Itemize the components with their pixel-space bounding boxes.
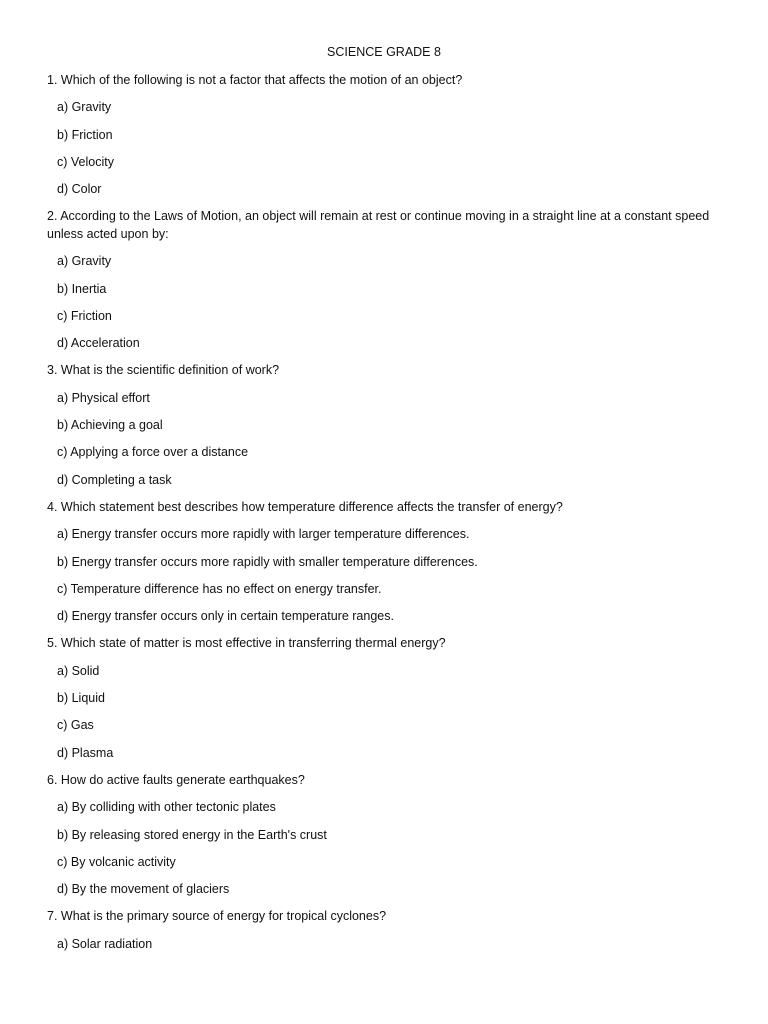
question-7 — [47, 908, 717, 953]
question-list — [47, 72, 717, 963]
answer-option: a) Solar radiation — [57, 936, 153, 951]
question-text: 2. According to the Laws of Motion, an object will remain at rest or continue moving in a straight line at a constant speed unless acted upon by: — [47, 209, 710, 241]
question-text: 1. Which of the following is not a factor that affects the motion of an object? — [47, 73, 463, 87]
question-2 — [47, 208, 717, 352]
answer-option: b) Achieving a goal — [57, 418, 163, 433]
answer-option: b) By releasing stored energy in the Earth's crust — [57, 827, 327, 842]
question-4 — [47, 499, 717, 626]
answer-option: d) Completing a task — [57, 472, 172, 487]
answer-option: a) Energy transfer occurs more rapidly with larger temperature differences. — [57, 527, 470, 542]
answer-option: a) Solid — [57, 663, 100, 678]
answer-option: a) Gravity — [57, 254, 112, 269]
question-5 — [47, 635, 717, 762]
question-text: 5. Which state of matter is most effective in transferring thermal energy? — [47, 636, 446, 651]
question-6 — [47, 772, 717, 899]
answer-option: d) Energy transfer occurs only in certain temperature ranges. — [57, 609, 394, 624]
answer-option: b) Friction — [57, 127, 113, 142]
answer-option: b) Liquid — [57, 691, 105, 706]
answer-option: a) Physical effort — [57, 390, 150, 405]
answer-option: a) Gravity — [57, 100, 112, 115]
answer-option: c) Temperature difference has no effect on energy transfer. — [57, 581, 382, 596]
question-text: 6. How do active faults generate earthquakes? — [47, 772, 305, 787]
answer-option: c) Velocity — [57, 154, 114, 169]
answer-option: b) Inertia — [57, 281, 107, 296]
answer-option: d) Plasma — [57, 745, 114, 760]
answer-option: c) By volcanic activity — [57, 854, 176, 869]
question-text: 3. What is the scientific definition of work? — [47, 363, 280, 378]
answer-option: c) Applying a force over a distance — [57, 445, 249, 460]
answer-option: c) Gas — [57, 718, 94, 733]
question-1 — [47, 72, 717, 199]
question-3 — [47, 362, 717, 489]
answer-option: d) Acceleration — [57, 336, 140, 351]
answer-option: b) Energy transfer occurs more rapidly with smaller temperature differences. — [57, 554, 478, 569]
answer-option: d) By the movement of glaciers — [57, 882, 230, 897]
question-text: 4. Which statement best describes how temperature difference affects the transfer of energy? — [47, 499, 563, 514]
answer-option: c) Friction — [57, 308, 112, 323]
answer-option: d) Color — [57, 182, 102, 197]
page-title: SCIENCE GRADE 8 — [327, 45, 441, 59]
question-text: 7. What is the primary source of energy for tropical cyclones? — [47, 909, 387, 924]
answer-option: a) By colliding with other tectonic plates — [57, 800, 276, 815]
